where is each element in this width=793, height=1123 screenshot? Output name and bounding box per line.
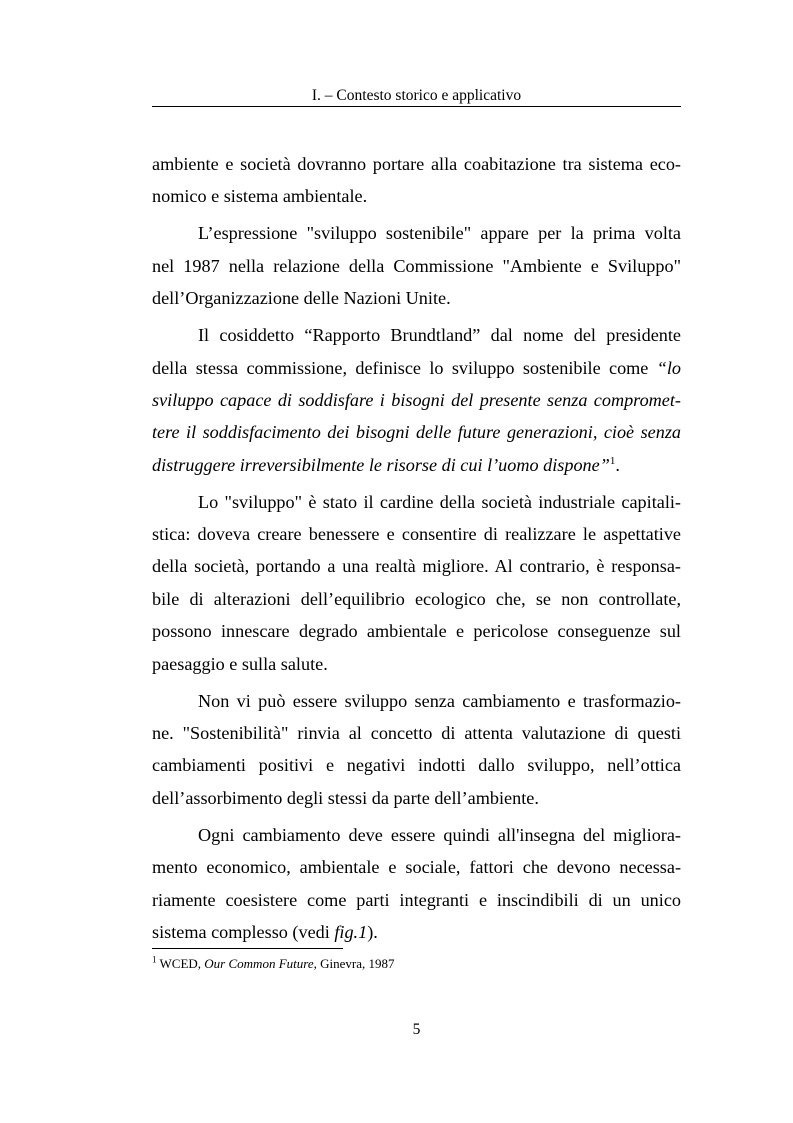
footnote-suffix: , Ginevra, 1987 [313,956,395,971]
footnote-title: Our Common Future [204,956,314,971]
p2-line-2: nel 1987 nella relazione della Commissione "Ambiente e Sviluppo" [152,255,681,276]
quote-start: “lo [656,357,681,378]
p3-line-2-roman: della stessa commissione, definisce lo sviluppo sostenibile come [152,357,657,378]
quote-end: distruggere irreversibilmente le risorse di cui l’uomo dispone” [152,454,610,475]
p5-line-3: cambiamenti positivi e negativi indotti dallo sviluppo, nell’ottica [152,755,681,776]
page-number: 5 [412,1021,421,1038]
header-rule [152,106,681,107]
p1-line-1: ambiente e società dovranno portare alla coabitazione tra sistema eco- [152,154,681,174]
p4-line-2: stica: doveva creare benessere e consentire di realizzare le aspettative [152,524,681,545]
p3-line-5 [152,449,681,481]
p4-line-1: Lo "sviluppo" è stato il cardine della società industriale capitali- [198,491,681,512]
p6-line-4 [152,916,681,948]
footnote-rule [152,948,343,949]
footnote-prefix: WCED, [156,956,205,971]
p5-line-2: ne. "Sostenibilità" rinvia al concetto di attenta valutazione di questi [152,723,681,744]
p2-line-3: dell’Organizzazione delle Nazioni Unite. [152,288,451,309]
footnote-reference[interactable]: 1 [609,454,616,467]
p6-line-4-roman: sistema complesso (vedi [152,921,335,942]
p6-line-2: mento economico, ambientale e sociale, fattori che devono necessa- [152,857,681,878]
footnote [152,956,394,972]
p4-line-5: possono innescare degrado ambientale e pericolose conseguenze sul [152,621,681,642]
p6-line-4-end: ). [367,921,378,942]
p5-line-4: dell’assorbimento degli stessi da parte dell’ambiente. [152,787,539,808]
footnote-marker: 1 [152,954,157,965]
p6-line-1: Ogni cambiamento deve essere quindi all'insegna del migliora- [198,824,681,845]
p2-line-1: L’espressione "sviluppo sostenibile" appare per la prima volta [198,223,681,244]
figure-reference[interactable]: fig.1 [334,921,368,942]
p6-line-3: riamente coesistere come parti integranti e inscindibili di un unico [152,889,681,910]
p4-line-3: della società, portando a una realtà migliore. Al contrario, è responsa- [152,556,681,577]
p3-line-5-end: . [615,454,620,475]
p3-line-2 [152,352,681,384]
p4-line-6: paesaggio e sulla salute. [152,653,328,674]
p3-line-4: tere il soddisfacimento dei bisogni delle future generazioni, cioè senza [152,422,681,443]
running-header: I. – Contesto storico e applicativo [311,87,522,104]
body-text [152,148,681,948]
p5-line-1: Non vi può essere sviluppo senza cambiamento e trasformazio- [198,690,681,711]
p4-line-4: bile di alterazioni dell’equilibrio ecologico che, se non controllate, [152,588,681,609]
p1-line-2: nomico e sistema ambientale. [152,186,368,207]
p3-line-3: sviluppo capace di soddisfare i bisogni del presente senza compromet- [152,389,681,410]
p3-line-1: Il cosiddetto “Rapporto Brundtland” dal nome del presidente [198,325,681,346]
